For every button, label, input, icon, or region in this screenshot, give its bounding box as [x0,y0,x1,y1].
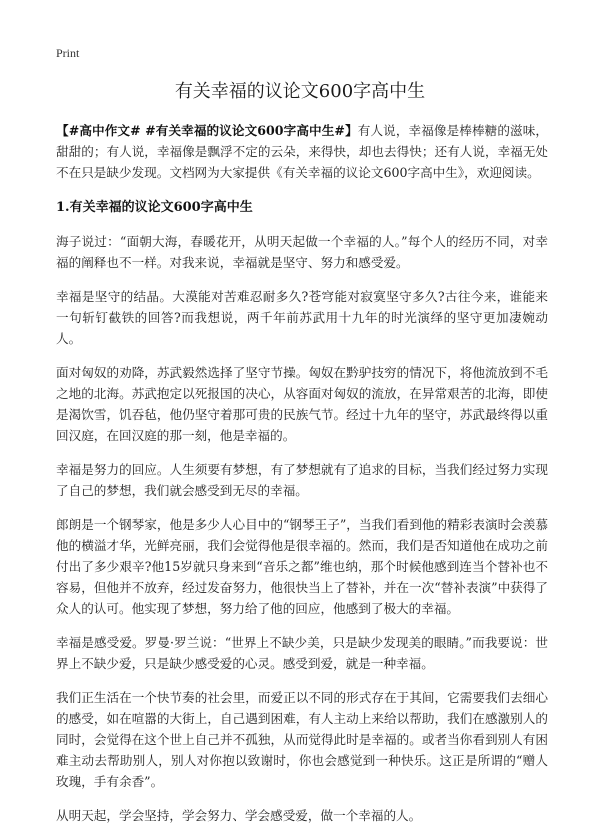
article-body [56,120,548,839]
intro-text: 有人说，幸福像是棒棒糖的滋味，甜甜的；有人说，幸福像是飘浮不定的云朵，来得快，却也去得快；还有人说，幸福无处不在只是缺少发现。文档网为大家提供《有关幸福的议论文600字高中生》，欢迎阅读。 [56,123,549,180]
page-title: 有关幸福的议论文600字高中生 [174,81,426,102]
print-link[interactable]: Print [56,46,80,60]
section-heading: 1.有关幸福的议论文600字高中生 [56,200,253,215]
intro-tag: 【#高中作文# #有关幸福的议论文600字高中生#】 [56,123,358,138]
paragraph-7: 我们正生活在一个快节奏的社会里，而爱正以不同的形式存在于其间，它需要我们去细心的感受，如在喧嚣的大街上，自己遇到困难，有人主动上来给以帮助，我们在感激别人的同时，会觉得在这个世上自己并不孤独，从而觉得此时是幸福的。或者当你看到别人有困难主动去帮助别人，别人对你抱以致谢时，你也会感觉到一种快乐。这正是所谓的“赠人玫瑰，手有余香”。 [56,690,548,789]
paragraph-6: 幸福是感受爱。罗曼·罗兰说：“世界上不缺少美，只是缺少发现美的眼睛。”而我要说：世界上不缺少爱，只是缺少感受爱的心灵。感受到爱，就是一种幸福。 [56,635,548,671]
paragraph-5: 郎朗是一个钢琴家，他是多少人心目中的“钢琴王子”，当我们看到他的精彩表演时会羡慕他的横溢才华，光鲜亮丽，我们会觉得他是很幸福的。然而，我们是否知道他在成功之前付出了多少艰辛?他15岁就只身来到“音乐之都”维也纳，那个时候他感到连当个替补也不容易，但他并不放弃，经过发奋努力，他很快当上了替补，并在一次“替补表演”中获得了众人的认可。他实现了梦想，努力给了他的回应，他感到了极大的幸福。 [56,517,548,616]
intro-paragraph [56,120,548,183]
paragraph-1: 海子说过：“面朝大海，春暖花开，从明天起做一个幸福的人。”每个人的经历不同，对幸福的阐释也不一样。对我来说，幸福就是坚守、努力和感受爱。 [56,234,548,270]
paragraph-8: 从明天起，学会坚持，学会努力、学会感受爱，做一个幸福的人。 [56,808,422,823]
paragraph-3: 面对匈奴的劝降，苏武毅然选择了坚守节操。匈奴在黔驴技穷的情况下，将他流放到不毛之地的北海。苏武抱定以死报国的决心，从容面对匈奴的流放，在异常艰苦的北海，即使是渴饮雪，饥吞毡，他仍坚守着那可贵的民族气节。经过十九年的坚守，苏武最终得以重回汉庭，在回汉庭的那一刻，他是幸福的。 [56,365,548,443]
paragraph-4: 幸福是努力的回应。人生须要有梦想，有了梦想就有了追求的目标，当我们经过努力实现了自己的梦想，我们就会感受到无尽的幸福。 [56,462,548,498]
paragraph-2: 幸福是坚守的结晶。大漠能对苦难忍耐多久?苍穹能对寂寞坚守多久?古往今来，谁能来一句斩钉截铁的回答?而我想说，两千年前苏武用十九年的时光演绎的坚守更加凄婉动人。 [56,289,548,346]
